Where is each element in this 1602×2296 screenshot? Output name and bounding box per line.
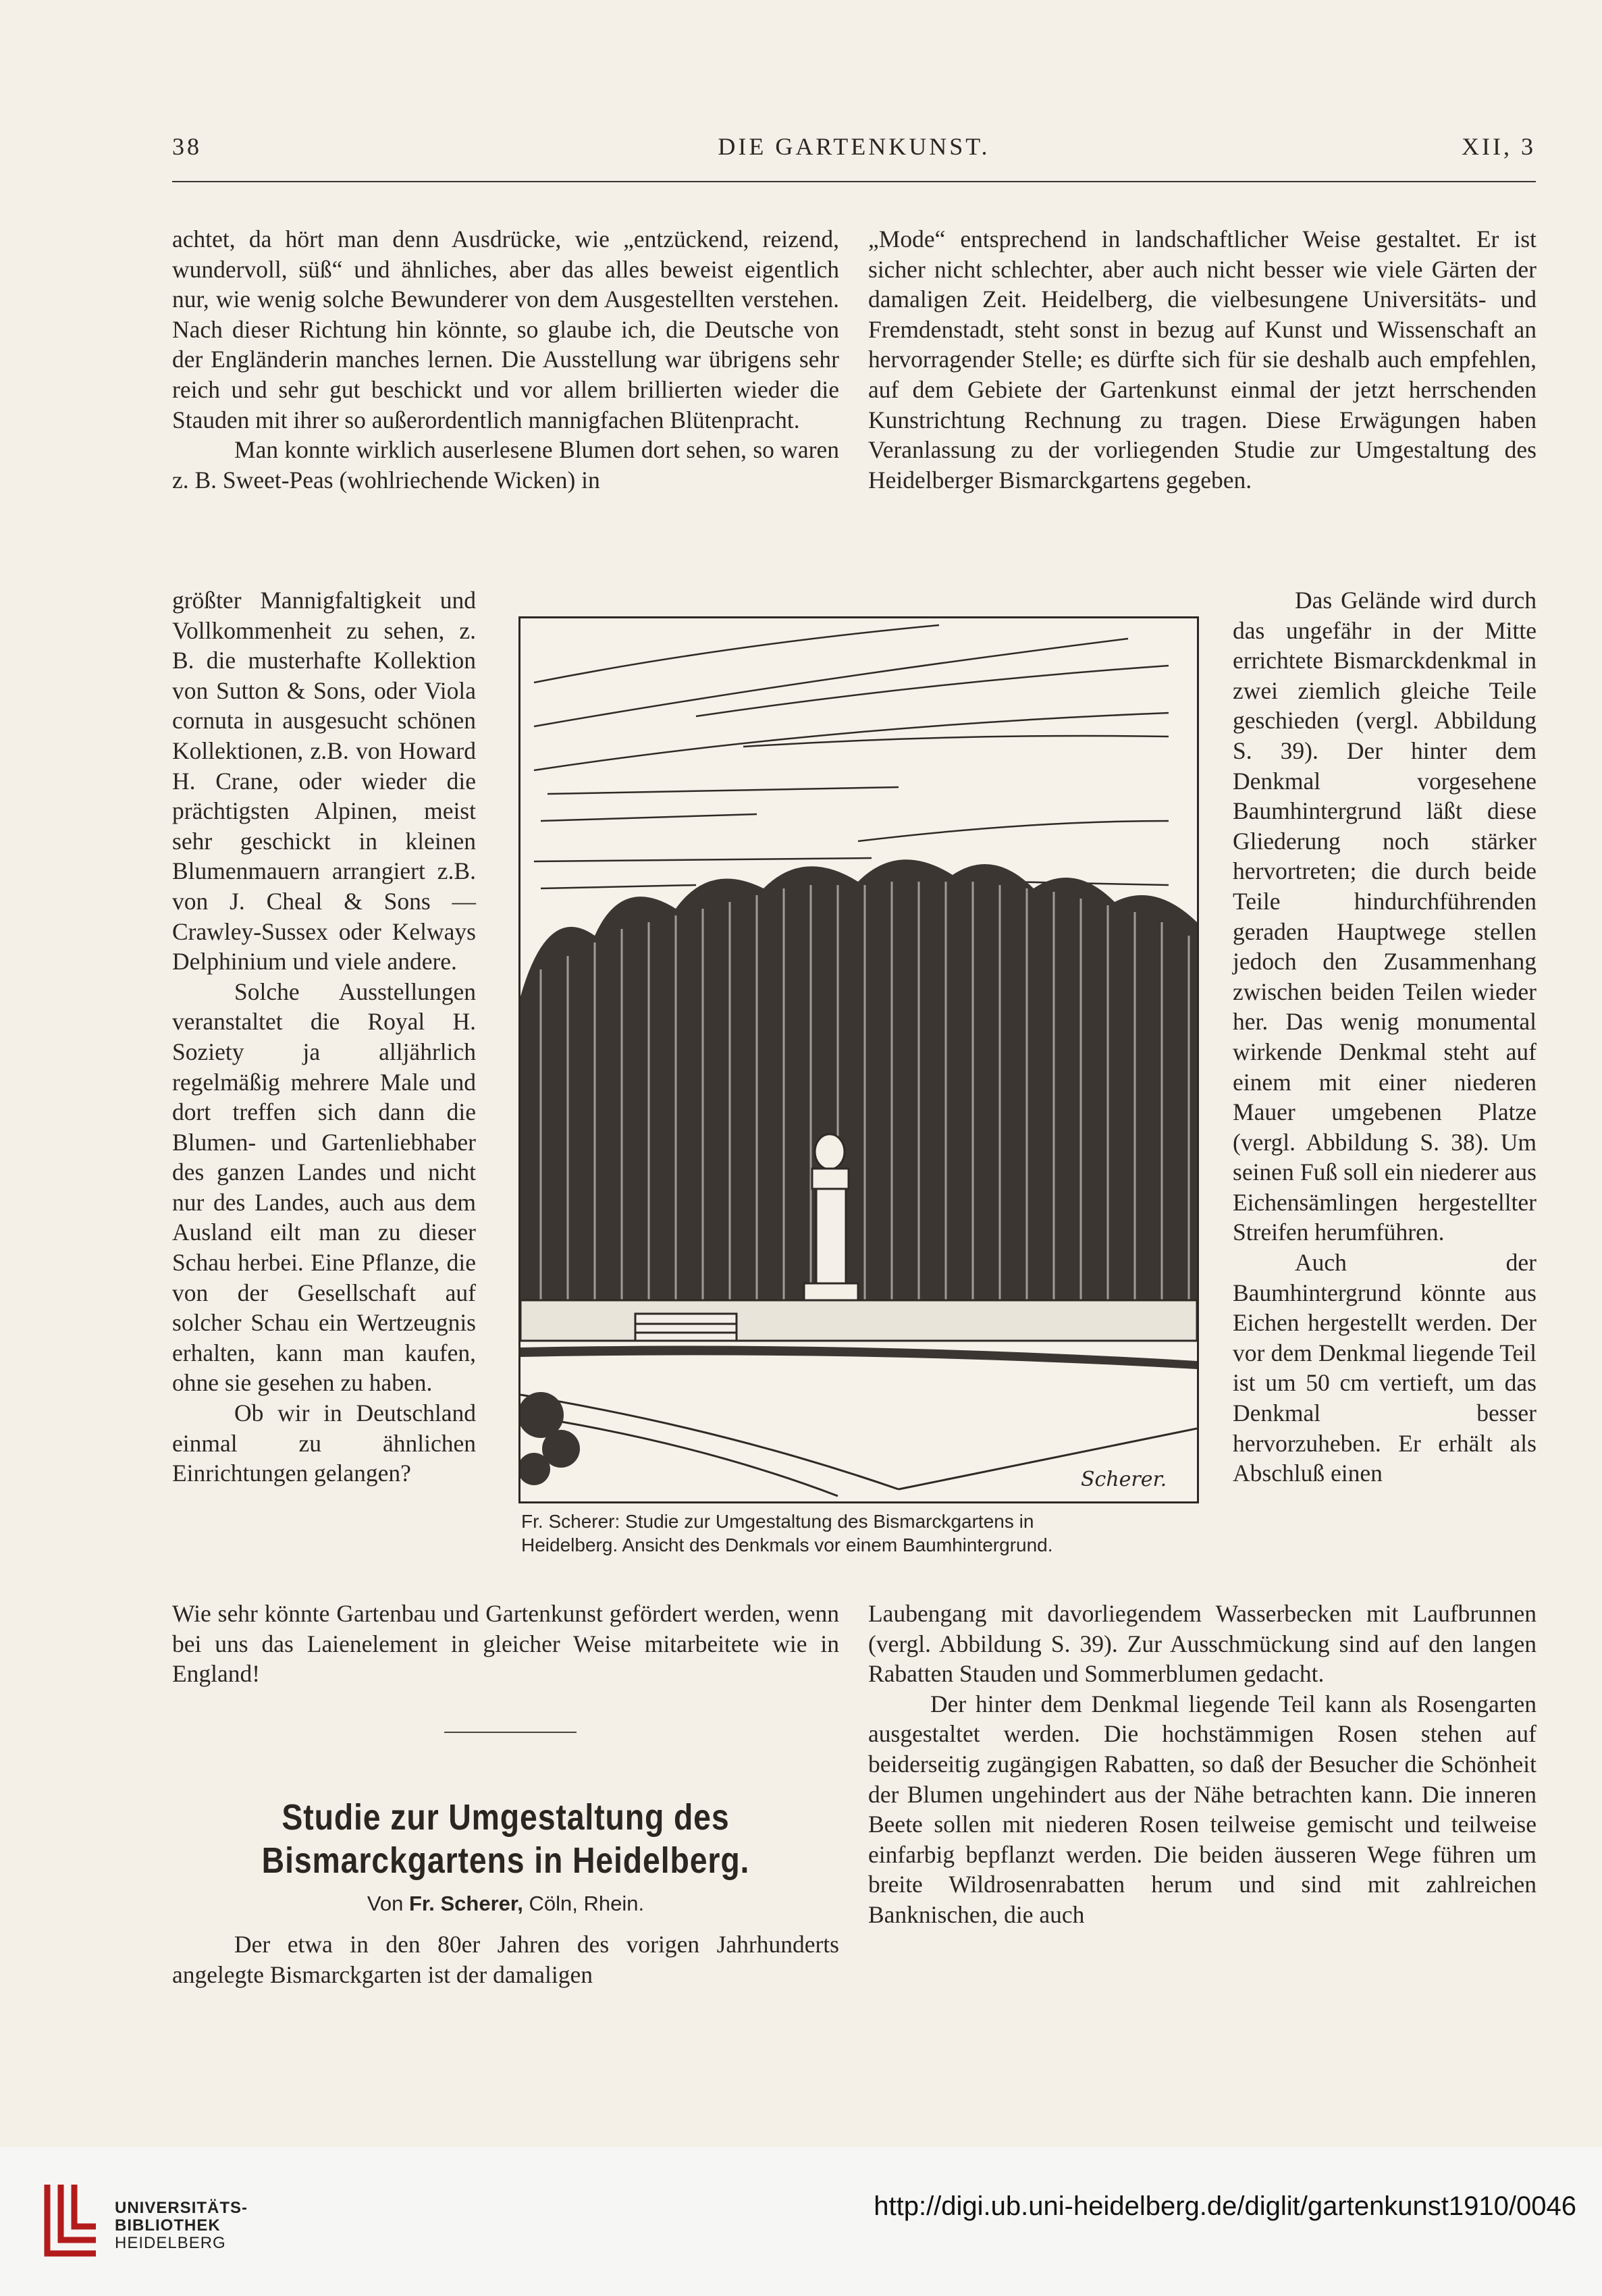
byline-place: Cöln, Rhein. <box>529 1892 645 1915</box>
caption-line: Fr. Scherer: Studie zur Umgestaltung des Bismarckgartens in <box>521 1511 1034 1532</box>
library-logo-icon <box>42 2179 101 2259</box>
paragraph: Ob wir in Deutschland einmal zu ähnlichen Einrichtungen gelangen? <box>172 1399 476 1487</box>
shrub <box>520 1392 580 1485</box>
hedge <box>520 1346 1197 1370</box>
page-header <box>172 132 1536 173</box>
library-name-line: BIBLIOTHEK <box>115 2216 221 2235</box>
right-column-top <box>868 224 1537 495</box>
left-column-narrow <box>172 585 476 1489</box>
artist-signature: Scherer. <box>1081 1468 1167 1491</box>
paragraph: achtet, da hört man denn Ausdrücke, wie „entzückend, reizend, wundervoll, süß“ und ähnliches, aber das alles beweist eigentlich nur, wie wenig solche Bewunderer von dem Ausgestellten verstehen. Nach dieser Richtung hin könnte, so glaube ich, die Deutsche von der Engländerin manches lernen. Die Ausstellung war übrigens sehr reich und sehr gut beschickt und vor allem brillierten wieder die Stauden mit ihrer so außerordentlich mannigfachen Blütenpracht. <box>172 225 839 433</box>
paragraph: Man konnte wirklich auserlesene Blumen dort sehen, so waren z. B. Sweet-Peas (wohlriechende Wicken) in <box>172 436 839 493</box>
right-column-bottom <box>868 1599 1537 1930</box>
paragraph: Auch der Baumhintergrund könnte aus Eichen hergestellt werden. Der vor dem Denkmal liegende Teil ist um 50 cm vertieft, um das Denkmal besser hervorzuheben. Er erhält als Abschluß einen <box>1233 1249 1537 1487</box>
library-name <box>115 2199 248 2252</box>
paragraph: Solche Ausstellungen veranstaltet die Royal H. Soziety ja alljährlich regelmäßig mehrere Male und dort treffen sich dann die Blumen- und Gartenliebhaber des ganzen Landes und nicht nur des Landes, auch aus dem Ausland eilt man zu dieser Schau herbei. Eine Pflanze, die von der Gesellschaft auf solcher Schau ein Wertzeugnis erhalten, kann man kaufen, ohne sie gesehen zu haben. <box>172 978 476 1397</box>
illustration <box>518 616 1199 1503</box>
paragraph: Der hinter dem Denkmal liegende Teil kann als Rosengarten ausgestaltet werden. Die hochstämmigen Rosen stehen auf beiderseitig zugängigen Rabatten, so daß der Besucher die Schönheit der Blumen ungehindert aus der Nähe betrachten kann. Die inneren Beete sollen mit niederen Rosen teilweise gemischt und teilweise einfarbig bepflanzt werden. Die beiden äusseren Wege führen um breite Wildrosenrabatten herum und sind mit zahlreichen Banknischen, die auch <box>868 1690 1537 1928</box>
library-name-line: UNIVERSITÄTS- <box>115 2199 248 2217</box>
paragraph: „Mode“ entsprechend in landschaftlicher Weise gestaltet. Er ist sicher nicht schlechter, aber auch nicht besser wie viele Gärten der damaligen Zeit. Heidelberg, die vielbesungene Universitäts- und Fremdenstadt, steht sonst in bezug auf Kunst und Wissenschaft an hervorragender Stelle; es dürfte sich für sie deshalb auch empfehlen, auf dem Gebiete der Gartenkunst einmal der jetzt herrschenden Kunstrichtung Rechnung zu tragen. Diese Erwägungen haben Veranlassung zu der vorliegenden Studie zur Umgestaltung des Heidelberger Bismarckgartens gegeben. <box>868 225 1537 493</box>
caption-line: Heidelberg. Ansicht des Denkmals vor einem Baumhintergrund. <box>521 1534 1053 1555</box>
monument-drawing <box>520 618 1197 1501</box>
article-body <box>172 1929 839 1990</box>
paragraph: Laubengang mit davorliegendem Wasserbecken mit Laufbrunnen (vergl. Abbildung S. 39). Zur Ausschmückung sind auf den langen Rabatten Stauden und Sommerblumen gedacht. <box>868 1600 1537 1688</box>
byline-prefix: Von <box>367 1892 404 1915</box>
left-column-bottom <box>172 1599 839 1689</box>
right-column-narrow <box>1233 585 1537 1489</box>
article-title: Studie zur Umgestaltung des Bismarckgartens in Heidelberg. <box>261 1797 750 1881</box>
paragraph: Das Gelände wird durch das ungefähr in der Mitte errichtete Bismarckdenkmal in zwei ziemlich gleiche Teile geschieden (vergl. Abbildung S. 39). Der hinter dem Denkmal vorgesehene Baumhintergrund läßt diese Gliederung noch stärker hervortreten; die durch beide Teile hindurchführenden geraden Hauptwege stellen jedoch den Zusammenhang zwischen beiden Teilen wieder her. Das wenig monumental wirkende Denkmal steht auf einem mit einer niederen Mauer umgebenen Platze (vergl. Abbildung S. 38). Um seinen Fuß soll ein niederer aus Eichensämlingen hergestellter Streifen herumführen. <box>1233 587 1537 1246</box>
library-footer <box>0 2147 1602 2296</box>
journal-title: DIE GARTENKUNST. <box>718 133 990 160</box>
byline-author: Fr. Scherer, <box>408 1892 523 1915</box>
paragraph: größter Mannigfaltigkeit und Vollkommenheit zu sehen, z. B. die musterhafte Kollektion von Sutton & Sons, oder Viola cornuta in ausgesucht schönen Kollektionen, z.B. von Howard H. Crane, oder wieder die prächtigsten Alpinen, meist sehr geschickt in kleinen Blumenmauern arrangiert z.B. von J. Cheal & Sons — Crawley-Sussex oder Kelways Delphinium und viele andere. <box>172 587 476 976</box>
library-name-line: HEIDELBERG <box>115 2234 226 2252</box>
section-divider <box>444 1732 577 1733</box>
source-url-link[interactable]: http://digi.ub.uni-heidelberg.de/diglit/gartenkunst1910/0046 <box>874 2191 1576 2221</box>
left-column-top <box>172 224 839 495</box>
page-number: 38 <box>172 133 202 160</box>
volume-number: XII, 3 <box>1462 133 1536 160</box>
header-rule <box>172 181 1536 182</box>
wall <box>520 1300 1197 1341</box>
paragraph: Der etwa in den 80er Jahren des vorigen Jahrhunderts angelegte Bismarckgarten ist der damaligen <box>172 1931 839 1988</box>
figure-caption <box>521 1510 1196 1557</box>
paragraph: Wie sehr könnte Gartenbau und Gartenkunst gefördert werden, wenn bei uns das Laienelement in gleicher Weise mitarbeitete wie in England! <box>172 1600 839 1688</box>
article-byline <box>172 1892 839 1916</box>
